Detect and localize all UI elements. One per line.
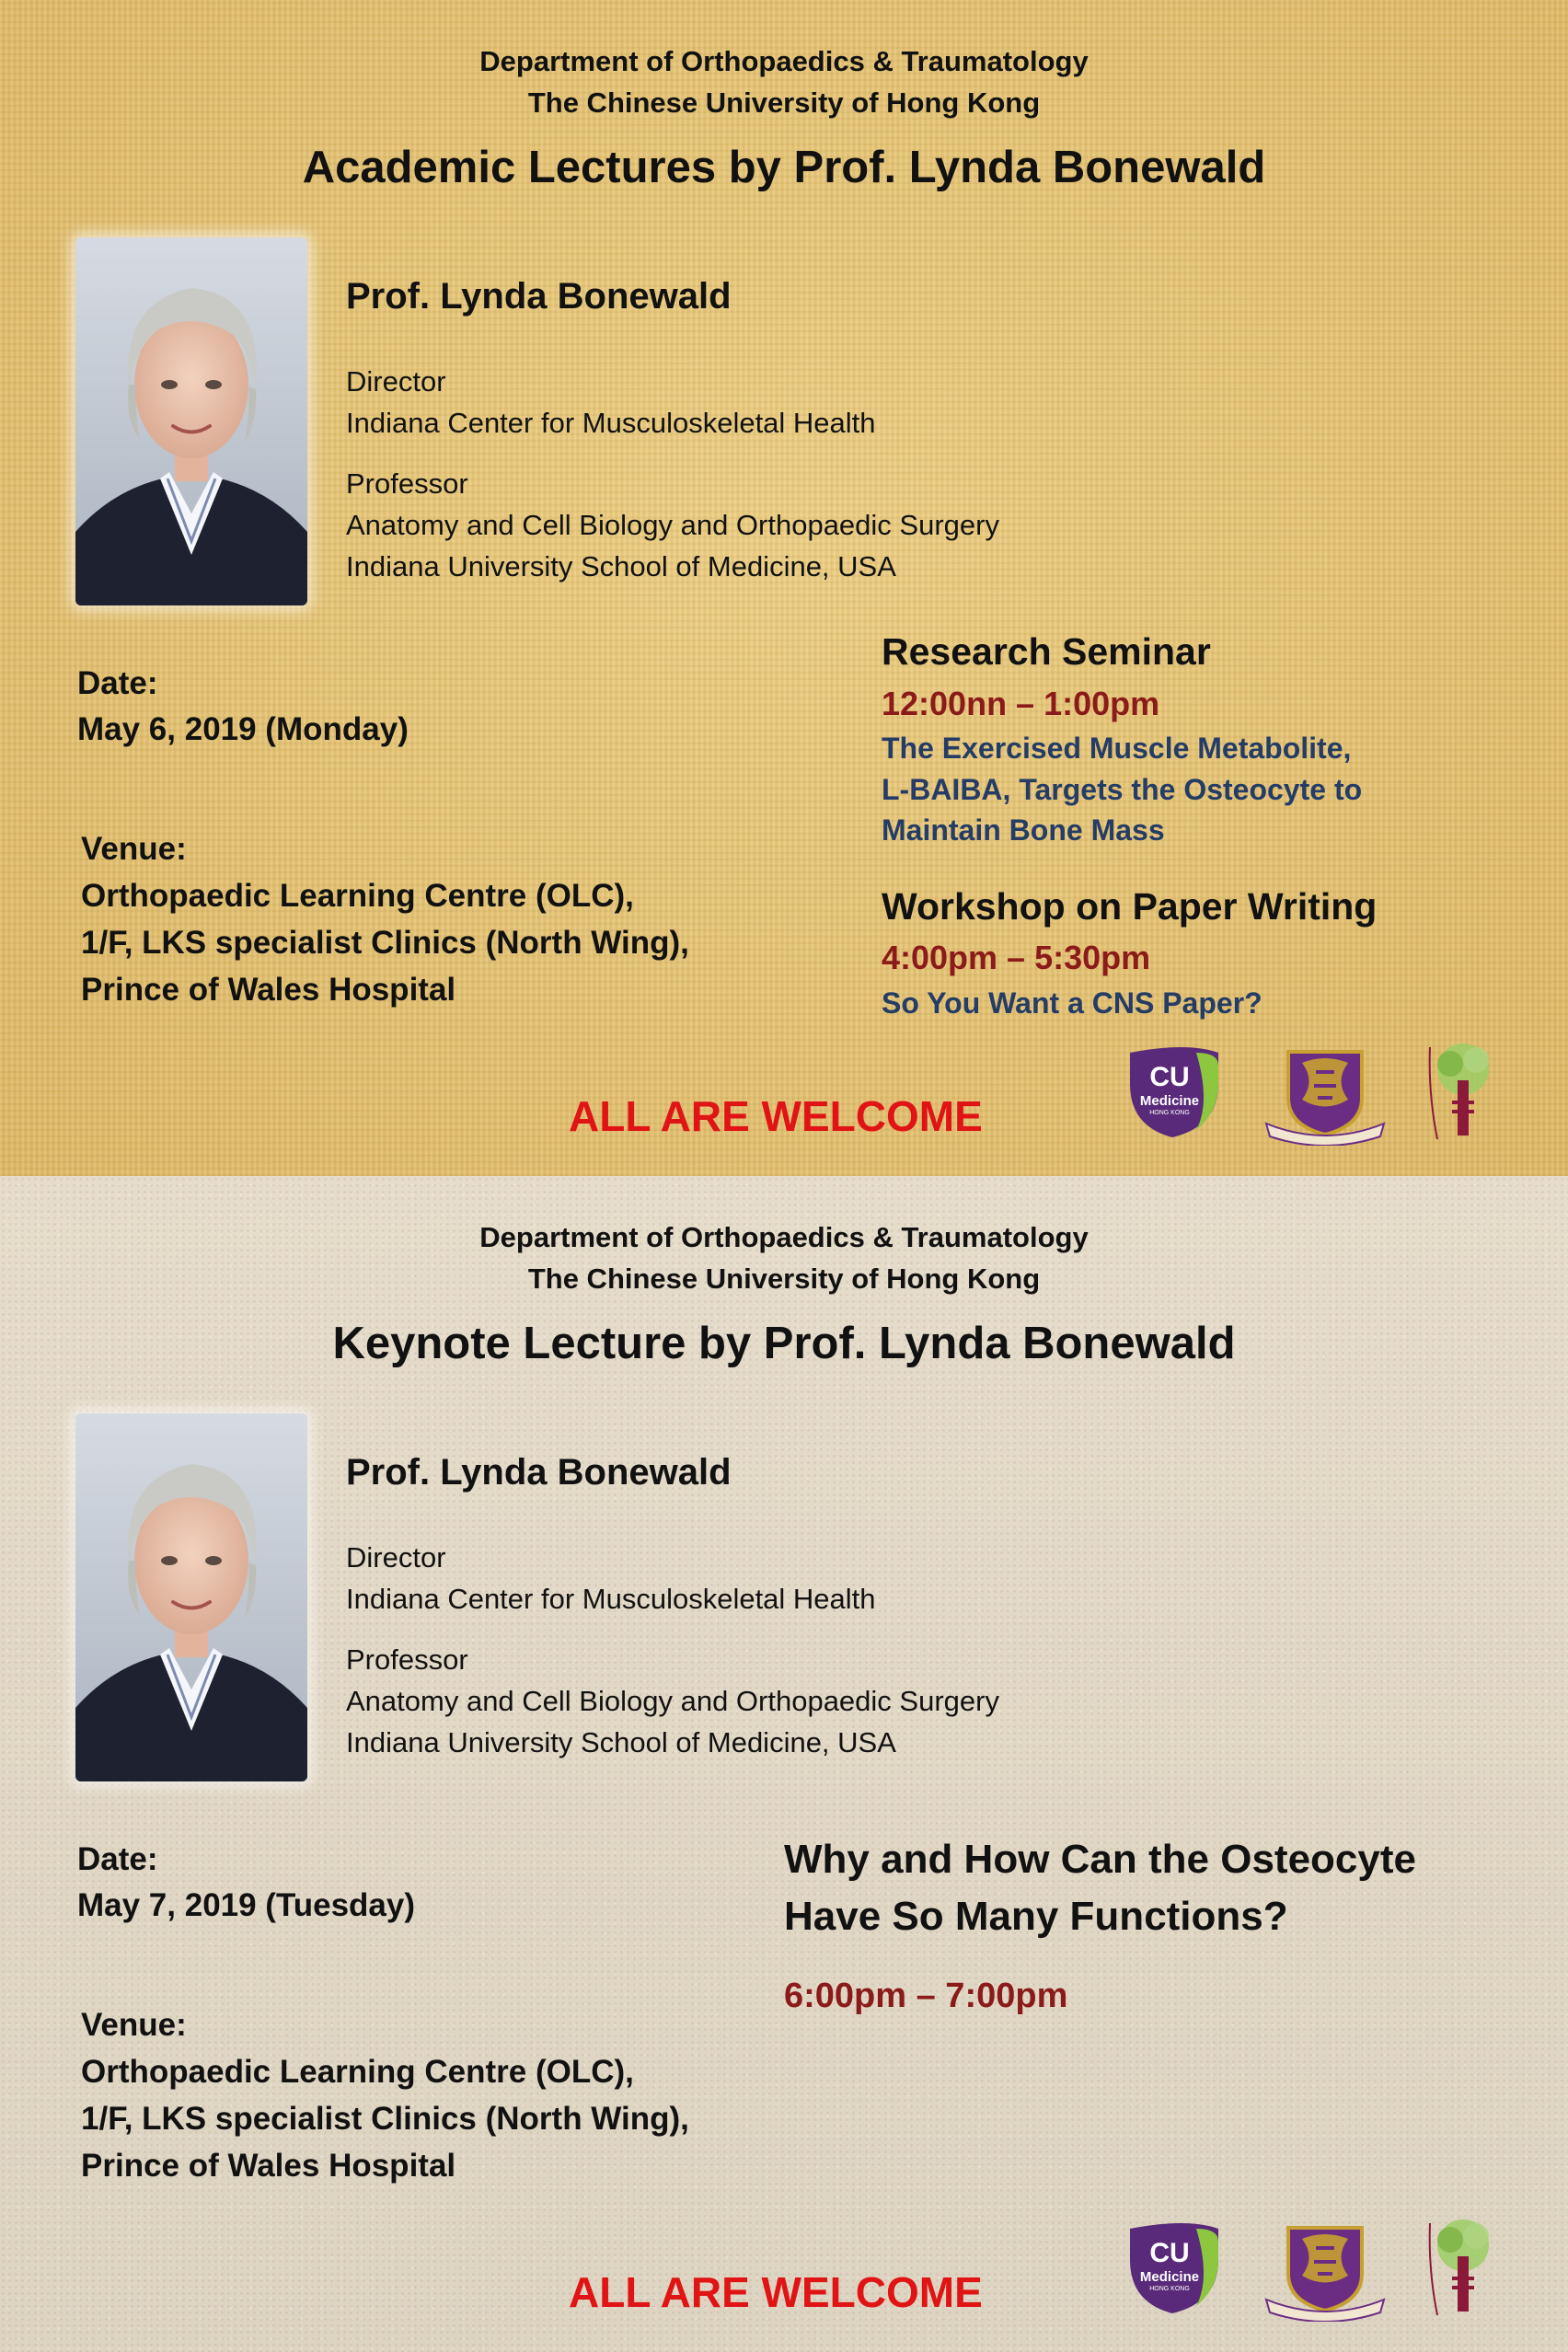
cuhk-crest-logo — [1261, 1044, 1389, 1146]
workshop-topic: So You Want a CNS Paper? — [882, 986, 1262, 1020]
seminar-heading: Research Seminar — [882, 630, 1211, 673]
speaker-role2-dept: Anatomy and Cell Biology and Orthopaedic Surgery — [346, 509, 999, 541]
cu-medicine-logo — [1123, 2223, 1224, 2315]
date-value: May 6, 2019 (Monday) — [77, 711, 409, 747]
speaker-role2-title: Professor — [346, 467, 468, 500]
all-are-welcome: ALL ARE WELCOME — [569, 1092, 983, 1140]
department-line: Department of Orthopaedics & Traumatology — [479, 45, 1089, 77]
seminar-topic-line: The Exercised Muscle Metabolite, — [882, 732, 1352, 765]
seminar-topic-line: Maintain Bone Mass — [882, 813, 1165, 847]
speaker-role1-title: Director — [346, 365, 446, 398]
lecture-title-line: Why and How Can the Osteocyte — [784, 1837, 1416, 1882]
cu-logo-text: CU — [1149, 2238, 1190, 2268]
speaker-role2-org: Indiana University School of Medicine, USA — [346, 550, 896, 582]
cu-logo-tag: HONG KONG — [1149, 2286, 1190, 2292]
all-are-welcome: ALL ARE WELCOME — [569, 2268, 983, 2316]
speaker-name: Prof. Lynda Bonewald — [346, 1452, 732, 1493]
workshop-time: 4:00pm – 5:30pm — [882, 939, 1151, 976]
cu-logo-subtext: Medicine — [1139, 2269, 1200, 2285]
date-value: May 7, 2019 (Tuesday) — [77, 1887, 416, 1923]
speaker-photo — [75, 1413, 307, 1781]
department-tree-logo — [1424, 2214, 1498, 2324]
cu-logo-text: CU — [1149, 1062, 1190, 1092]
venue-label: Venue: — [81, 2007, 187, 2043]
cu-medicine-logo — [1123, 1047, 1224, 1139]
venue-label: Venue: — [81, 831, 187, 867]
speaker-role1-title: Director — [346, 1541, 446, 1574]
venue-line: 1/F, LKS specialist Clinics (North Wing), — [81, 925, 689, 961]
venue-line: 1/F, LKS specialist Clinics (North Wing), — [81, 2101, 689, 2137]
date-label: Date: — [77, 1841, 158, 1877]
date-label: Date: — [77, 665, 158, 701]
speaker-photo — [75, 237, 307, 605]
poster-title: Keynote Lecture by Prof. Lynda Bonewald — [332, 1319, 1236, 1368]
venue-line: Orthopaedic Learning Centre (OLC), — [81, 2054, 634, 2090]
poster-keynote-lecture — [0, 1176, 1568, 2352]
cuhk-crest-logo — [1261, 2220, 1389, 2322]
speaker-name: Prof. Lynda Bonewald — [346, 276, 732, 317]
speaker-role2-title: Professor — [346, 1643, 468, 1676]
speaker-role1-org: Indiana Center for Musculoskeletal Health — [346, 407, 876, 439]
venue-line: Orthopaedic Learning Centre (OLC), — [81, 878, 634, 914]
university-line: The Chinese University of Hong Kong — [527, 86, 1041, 119]
poster-title: Academic Lectures by Prof. Lynda Bonewald — [302, 143, 1266, 192]
speaker-role2-dept: Anatomy and Cell Biology and Orthopaedic Surgery — [346, 1685, 999, 1717]
department-tree-logo — [1424, 1038, 1498, 1148]
workshop-heading: Workshop on Paper Writing — [882, 885, 1378, 928]
university-line: The Chinese University of Hong Kong — [527, 1262, 1041, 1295]
lecture-title-line: Have So Many Functions? — [784, 1894, 1288, 1939]
venue-line: Prince of Wales Hospital — [81, 972, 456, 1008]
seminar-time: 12:00nn – 1:00pm — [882, 685, 1160, 722]
speaker-role2-org: Indiana University School of Medicine, USA — [346, 1726, 896, 1758]
venue-line: Prince of Wales Hospital — [81, 2148, 456, 2184]
seminar-topic-line: L-BAIBA, Targets the Osteocyte to — [882, 773, 1363, 806]
cu-logo-tag: HONG KONG — [1149, 1110, 1190, 1116]
lecture-time: 6:00pm – 7:00pm — [784, 1977, 1068, 2015]
speaker-role1-org: Indiana Center for Musculoskeletal Health — [346, 1583, 876, 1615]
department-line: Department of Orthopaedics & Traumatology — [479, 1221, 1089, 1253]
cu-logo-subtext: Medicine — [1139, 1093, 1200, 1109]
